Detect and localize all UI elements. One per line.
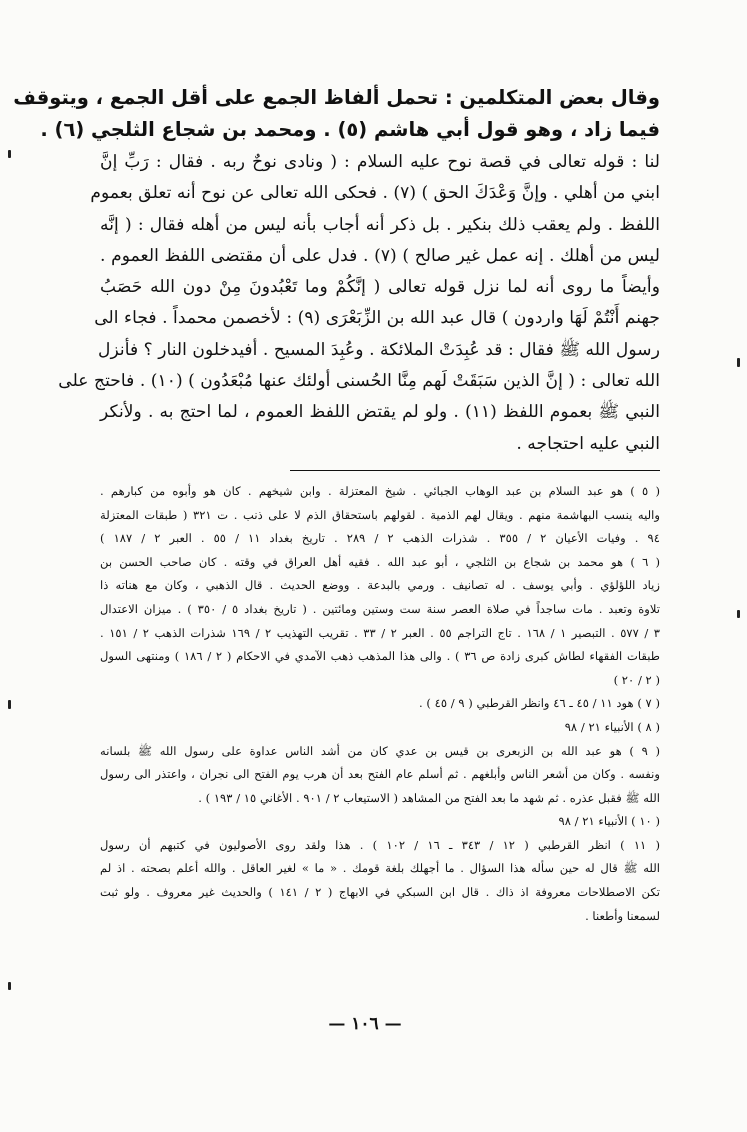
footnote-line: تلاوة وتعبد . مات ساجداً في صلاة العصر سنة ست وستين ومائتين . ( تاريخ بغداد ٥ / ٣٥٠ ) . ميزان الاعتدال bbox=[100, 601, 661, 616]
book-page bbox=[13, 82, 661, 928]
footnote-line: الله ﷺ قال له حين سأله هذا السؤال . ما أجهلك بلغة قومك . « ما » لغير العاقل . والله أعلم بصحته . اذ لم bbox=[100, 861, 660, 876]
body-line: الله تعالى : ( إنَّ الذين سَبَقَتْ لَهم مِنَّا الحُسنى أولئك عنها مُبْعَدُون ) (١٠) . فاحتج على bbox=[58, 371, 660, 392]
scan-mark bbox=[8, 150, 11, 158]
footnote-line: لسمعنا وأطعنا . bbox=[585, 908, 660, 923]
footnote-line: ونفسه . وكان من أشعر الناس وأبلغهم . ثم أسلم عام الفتح بعد أن هرب يوم الفتح الى نجران ، واعتذر الى رسول bbox=[100, 767, 660, 782]
footnote-line: طبقات الفقهاء لطاش كبرى زادة ص ٣٦ ) . والى هذا المذهب ذهب الآمدي في الاحكام ( ٢ / ١٨٦ ) ومنتهى السول bbox=[100, 649, 660, 664]
body-line: اللفظ . ولم يعقب ذلك بنكير . بل ذكر أنه أجاب بأنه ليس من أهله فقال : ( إنَّه bbox=[100, 214, 660, 235]
body-line: وأيضاً ما روى أنه لما نزل قوله تعالى ( إنَّكُمْ وما تَعْبُدونَ مِنْ دون الله حَصَبُ bbox=[100, 277, 660, 298]
footnote-line: زياد اللؤلؤي . وأبي يوسف . له تصانيف . ورمي بالبدعة . ووضع الحديث . قال الذهبي ، وكان مع هناته ذا bbox=[100, 578, 660, 593]
body-line: النبي عليه احتجاجه . bbox=[516, 433, 660, 454]
footnote-line: ( ٩ ) هو عبد الله بن الزبعرى بن قيس بن عدي كان من أشد الناس عداوة على رسول الله ﷺ بلسانه bbox=[100, 743, 660, 758]
footnote-line: ٩٤ . وفيات الأعيان ٢ / ٣٥٥ . شذرات الذهب ٢ / ٢٨٩ . تاريخ بغداد ١١ / ٥٥ . العبر ٢ / ١٨٧ ) bbox=[100, 531, 661, 546]
page-number: — ١٠٦ — bbox=[328, 1014, 402, 1034]
body-line: النبي ﷺ بعموم اللفظ (١١) . ولو لم يقتض اللفظ العموم ، لما احتج به . ولأنكر bbox=[100, 402, 660, 423]
footnote-line: ( ٧ ) هود ١١ / ٤٥ ـ ٤٦ وانظر القرطبي ( ٩ / ٤٥ ) . bbox=[419, 696, 660, 711]
footnote-line: واليه ينسب البهاشمة منهم . ويقال لهم الذمية . لقولهم باستحقاق الذم لا على ذنب . ت ٣٢١ ( طبقات المعتزلة bbox=[100, 507, 660, 522]
footnote-line: ( ١٠ ) الأنبياء ٢١ / ٩٨ bbox=[558, 814, 660, 829]
intro-line: فيما زاد ، وهو قول أبي هاشم (٥) . ومحمد بن شجاع الثلجي (٦) . bbox=[40, 118, 660, 141]
footnote-line: ( ٨ ) الأنبياء ٢١ / ٩٨ bbox=[564, 719, 660, 734]
intro-line: وقال بعض المتكلمين : تحمل ألفاظ الجمع على أقل الجمع ، ويتوقف bbox=[13, 86, 660, 109]
footnote-line: ( ١١ ) انظر القرطبي ( ١٢ / ٣٤٣ ـ ١٦ / ١٠٢ ) . هذا ولقد روى الأصوليون في كتبهم أن رسول bbox=[100, 837, 660, 852]
body-line: لنا : قوله تعالى في قصة نوح عليه السلام : ( ونادى نوحٌ ربه . فقال : رَبِّ إنَّ bbox=[100, 152, 660, 172]
body-line: رسول الله ﷺ فقال : قد عُبِدَتْ الملائكة . وعُبِدَ المسيح . أفيدخلون النار ؟ فأنزل bbox=[97, 339, 660, 360]
body-text bbox=[58, 147, 660, 460]
scan-mark bbox=[737, 610, 740, 618]
footnote-line: ( ٦ ) هو محمد بن شجاع بن الثلجي ، أبو عبد الله . فقيه أهل العراق في وقته . كان صاحب الحسن بن bbox=[100, 554, 660, 569]
footnote-line: ( ٢ / ٢٠ ) bbox=[613, 672, 660, 687]
intro-paragraph bbox=[13, 82, 660, 146]
body-line: ابني من أهلي . وإنَّ وَعْدَكَ الحق ) (٧) . فحكى الله تعالى عن نوح أنه تعلق بعموم bbox=[90, 183, 660, 204]
body-line: ليس من أهلك . إنه عمل غير صالح ) (٧) . فدل على أن مقتضى اللفظ العموم . bbox=[100, 245, 660, 266]
scan-mark bbox=[8, 700, 11, 709]
footnote-separator bbox=[290, 470, 660, 471]
footnotes bbox=[100, 480, 660, 928]
footnote-line: تكن الاصطلاحات معروفة اذ ذاك . قال ابن السبكي في الابهاج ( ٢ / ١٤١ ) والحديث غير معروف . ولو ثبت bbox=[100, 885, 661, 900]
scan-mark bbox=[8, 982, 11, 990]
footnote-line: ( ٥ ) هو عبد السلام بن عبد الوهاب الجبائي . شيخ المعتزلة . وابن شيخهم . كان هو وأبوه من كبارهم . bbox=[100, 483, 660, 498]
footnote-line: الله ﷺ فقبل عذره . ثم شهد ما بعد الفتح من المشاهد ( الاستيعاب ٢ / ٩٠١ . الأغاني ١٥ / ١٩٣ ) . bbox=[198, 790, 660, 805]
body-line: جهنم أَنْتُمْ لَهَا واردون ) قال عبد الله بن الزِّبَعْرَى (٩) : لأخصمن محمداً . فجاء الى bbox=[94, 308, 660, 329]
scan-mark bbox=[737, 358, 740, 367]
footnote-line: ٣ / ٥٧٧ . التبصير ١ / ١٦٨ . تاج التراجم ٥٥ . العبر ٢ / ٣٣ . تقريب التهذيب ٢ / ١٦٩ شذرات الذهب ٢ / ١٥١ . bbox=[100, 625, 661, 640]
